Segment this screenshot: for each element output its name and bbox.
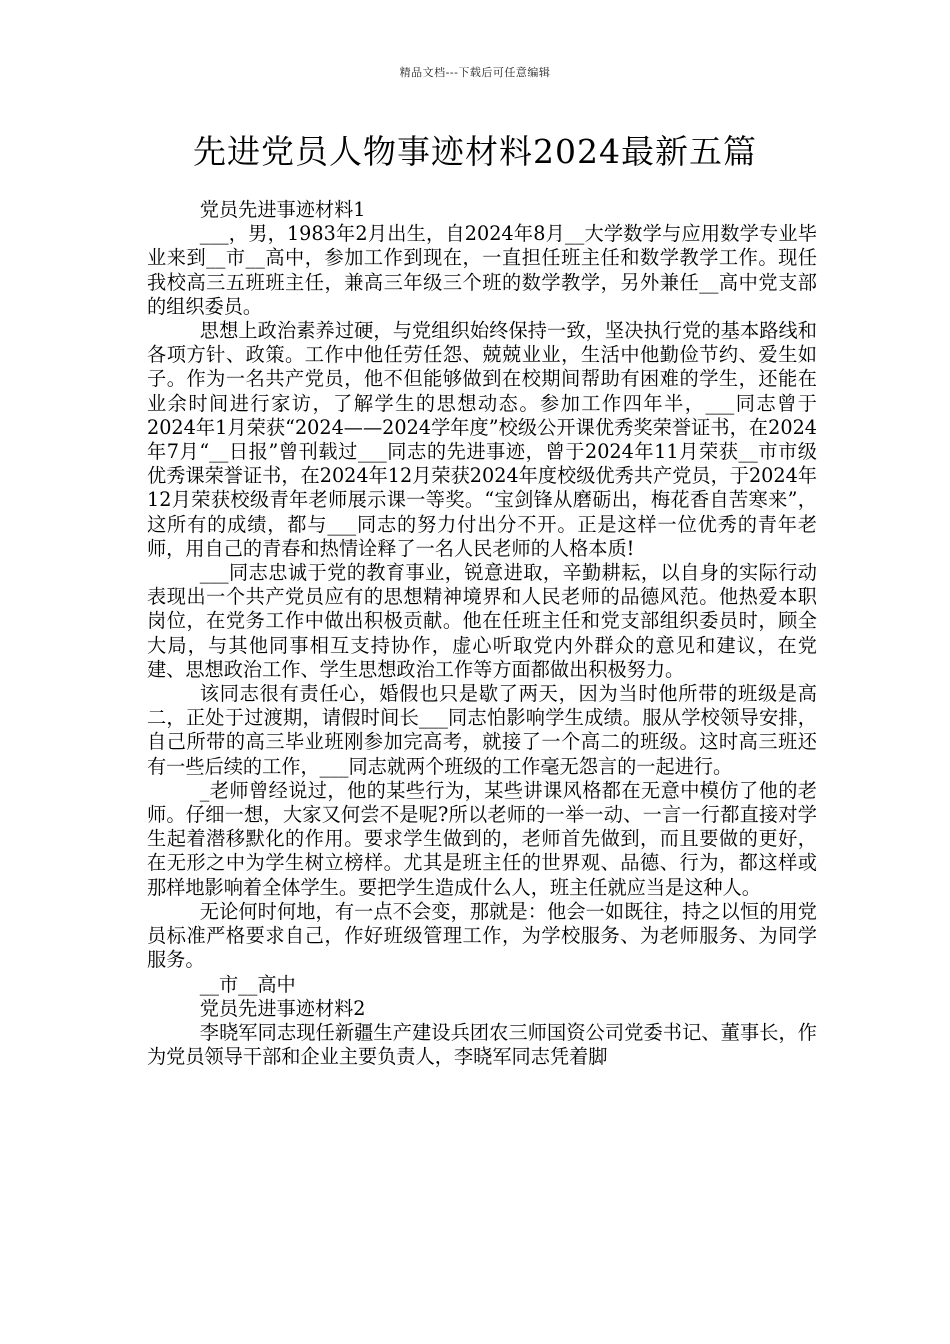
document-title: 先进党员人物事迹材料2024最新五篇: [193, 132, 757, 171]
paragraph: ___同志忠诚于党的教育事业，锐意进取，辛勤耕耘，以自身的实际行动表现出一个共产党员应有的思想精神境界和人民老师的品德风范。他热爱本职岗位，在党务工作中做出积极贡献。他在任班主任和党支部组织委员时，顾全大局，与其他同事相互支持协作，虚心听取党内外群众的意见和建议，在党建、思想政治工作、学生思想政治工作等方面都做出积极努力。: [147, 561, 817, 681]
paragraph: 无论何时何地，有一点不会变，那就是：他会一如既往，持之以恒的用党员标准严格要求自己，作好班级管理工作，为学校服务、为老师服务、为同学服务。: [147, 899, 817, 972]
paragraph: ___，男，1983年2月出生，自2024年8月__大学数学与应用数学专业毕业来到__市__高中，参加工作到现在，一直担任班主任和数学教学工作。现任我校高三五班班主任，兼高三年级三个班的数学教学，另外兼任__高中党支部的组织委员。: [147, 222, 817, 318]
paragraph: 该同志很有责任心，婚假也只是歇了两天，因为当时他所带的班级是高二，正处于过渡期，请假时间长___同志怕影响学生成绩。服从学校领导安排，自己所带的高三毕业班刚参加完高考，就接了一个高二的班级。这时高三班还有一些后续的工作，___同志就两个班级的工作毫无怨言的一起进行。: [147, 682, 817, 778]
paragraph: 李晓军同志现任新疆生产建设兵团农三师国资公司党委书记、董事长，作为党员领导干部和企业主要负责人，李晓军同志凭着脚: [147, 1020, 817, 1069]
page-header-note: 精品文档---下载后可任意编辑: [399, 66, 551, 79]
section-heading-1: 党员先进事迹材料1: [199, 198, 366, 221]
paragraph: 思想上政治素养过硬，与党组织始终保持一致，坚决执行党的基本路线和各项方针、政策。工作中他任劳任怨、兢兢业业，生活中他勤俭节约、爱生如子。作为一名共产党员，他不但能够做到在校期间帮助有困难的学生，还能在业余时间进行家访，了解学生的思想动态。参加工作四年半，___同志曾于2024年1月荣获“2024——2024学年度”校级公开课优秀奖荣誉证书，在2024年7月“__日报”曾刊载过___同志的先进事迹，曾于2024年11月荣获__市市级优秀课荣誉证书，在2024年12月荣获2024年度校级优秀共产党员，于2024年12月荣获校级青年老师展示课一等奖。“宝剑锋从磨砺出，梅花香自苦寒来”，这所有的成绩，都与___同志的努力付出分不开。正是这样一位优秀的青年老师，用自己的青春和热情诠释了一名人民老师的人格本质!: [147, 319, 817, 560]
section-heading-2: 党员先进事迹材料2: [199, 996, 366, 1020]
signature-line: __市__高中: [199, 972, 296, 996]
document-body: [147, 198, 817, 1069]
paragraph: _老师曾经说过，他的某些行为，某些讲课风格都在无意中模仿了他的老师。仔细一想，大家又何尝不是呢?所以老师的一举一动、一言一行都直接对学生起着潜移默化的作用。要求学生做到的，老师首先做到，而且要做的更好，在无形之中为学生树立榜样。尤其是班主任的世界观、品德、行为，都这样或那样地影响着全体学生。要把学生造成什么人，班主任就应当是这种人。: [147, 778, 817, 899]
